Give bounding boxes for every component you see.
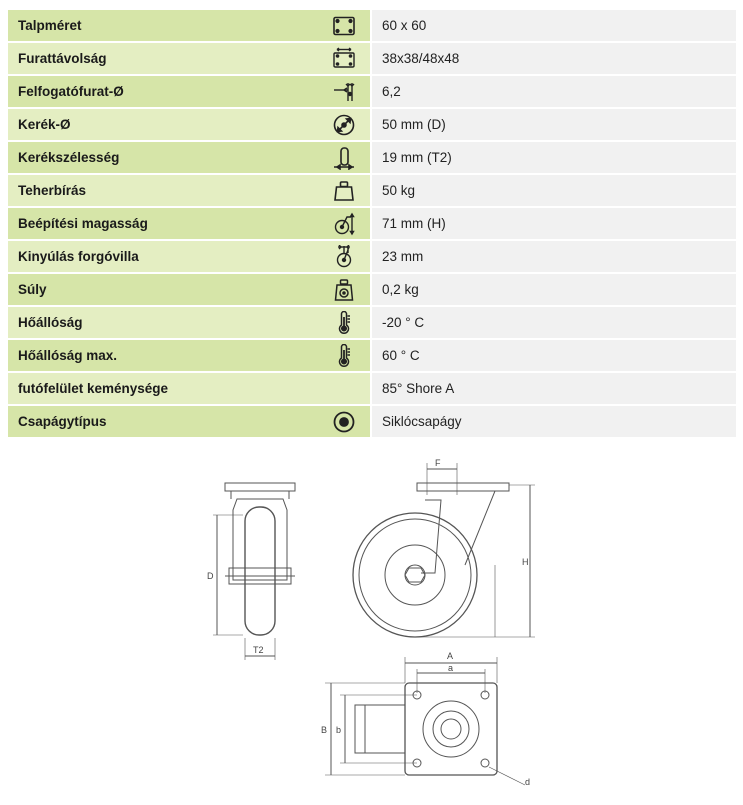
thermometer-icon xyxy=(331,310,357,335)
thermometer-icon xyxy=(331,343,357,368)
spec-row xyxy=(8,76,736,107)
spec-label-cell xyxy=(8,142,370,173)
spec-label: Csapágytípus xyxy=(18,414,107,429)
dim-label-d: D xyxy=(207,571,214,581)
spec-row xyxy=(8,109,736,140)
spec-row xyxy=(8,10,736,41)
spec-label: Kinyúlás forgóvilla xyxy=(18,249,139,264)
spec-label-cell xyxy=(8,109,370,140)
spec-label: Teherbírás xyxy=(18,183,87,198)
spec-label-cell xyxy=(8,241,370,272)
weight-load-icon xyxy=(331,178,357,203)
dim-label-f: F xyxy=(435,458,441,468)
spec-label: Furattávolság xyxy=(18,51,107,66)
swivel-offset-icon xyxy=(331,244,357,269)
spec-label: Kerékszélesség xyxy=(18,150,120,165)
spec-label-cell xyxy=(8,43,370,74)
technical-drawing xyxy=(195,455,545,800)
spec-value-cell xyxy=(372,241,736,272)
spec-value-cell xyxy=(372,373,736,404)
spec-row xyxy=(8,142,736,173)
spec-row xyxy=(8,43,736,74)
spec-value-cell xyxy=(372,208,736,239)
dim-label-a-lower: a xyxy=(448,663,454,673)
spec-value-cell xyxy=(372,10,736,41)
bolt-hole-icon xyxy=(331,79,357,104)
top-view xyxy=(321,651,530,787)
spec-value: 19 mm (T2) xyxy=(382,150,452,165)
spec-label: Súly xyxy=(18,282,47,297)
spec-label-cell xyxy=(8,76,370,107)
base-plate-icon xyxy=(331,13,357,38)
spec-label-cell xyxy=(8,373,370,404)
spec-label: Felfogatófurat-Ø xyxy=(18,84,124,99)
spec-value: 60 ° C xyxy=(382,348,420,363)
spec-row xyxy=(8,175,736,206)
spec-value: 71 mm (H) xyxy=(382,216,446,231)
spec-value: 0,2 kg xyxy=(382,282,419,297)
spec-value: 60 x 60 xyxy=(382,18,427,33)
spec-value: 85° Shore A xyxy=(382,381,455,396)
spec-value-cell xyxy=(372,307,736,338)
spec-value-cell xyxy=(372,43,736,74)
spec-row xyxy=(8,340,736,371)
side-view xyxy=(353,458,535,637)
bearing-icon xyxy=(331,409,357,434)
spec-value: 6,2 xyxy=(382,84,401,99)
spec-label-cell xyxy=(8,175,370,206)
spec-table xyxy=(8,10,736,439)
spec-label-cell xyxy=(8,307,370,338)
spec-row xyxy=(8,274,736,305)
spec-label: Beépítési magasság xyxy=(18,216,148,231)
spec-value: 50 mm (D) xyxy=(382,117,446,132)
spec-value-cell xyxy=(372,109,736,140)
dim-label-a-upper: A xyxy=(447,651,454,661)
spec-label: futófelület keménysége xyxy=(18,381,169,396)
spec-value-cell xyxy=(372,142,736,173)
spec-label: Hőállóság xyxy=(18,315,83,330)
dim-label-d-hole: d xyxy=(525,777,531,787)
dim-label-b-lower: b xyxy=(336,725,342,735)
spec-label-cell xyxy=(8,208,370,239)
spec-value: Siklócsapágy xyxy=(382,414,462,429)
weight-icon xyxy=(331,277,357,302)
spec-value: 50 kg xyxy=(382,183,416,198)
spec-label: Kerék-Ø xyxy=(18,117,71,132)
dim-label-t2: T2 xyxy=(253,645,264,655)
spec-value: 38x38/48x48 xyxy=(382,51,460,66)
spec-value-cell xyxy=(372,175,736,206)
spec-row xyxy=(8,373,736,404)
spec-label: Talpméret xyxy=(18,18,82,33)
spec-value: 23 mm xyxy=(382,249,424,264)
wheel-width-icon xyxy=(331,145,357,170)
spec-row xyxy=(8,241,736,272)
wheel-diameter-icon xyxy=(331,112,357,137)
spec-label-cell xyxy=(8,406,370,437)
spec-row xyxy=(8,406,736,437)
spec-row xyxy=(8,307,736,338)
spec-label-cell xyxy=(8,274,370,305)
spec-value-cell xyxy=(372,274,736,305)
mounting-height-icon xyxy=(331,211,357,236)
spec-value-cell xyxy=(372,340,736,371)
spec-value-cell xyxy=(372,406,736,437)
spec-value: -20 ° C xyxy=(382,315,425,330)
hole-spacing-icon xyxy=(331,46,357,71)
spec-label: Hőállóság max. xyxy=(18,348,118,363)
spec-row xyxy=(8,208,736,239)
spec-value-cell xyxy=(372,76,736,107)
spec-label-cell xyxy=(8,340,370,371)
dim-label-h: H xyxy=(522,557,529,567)
spec-label-cell xyxy=(8,10,370,41)
dim-label-b-upper: B xyxy=(321,725,328,735)
front-view xyxy=(207,483,295,660)
